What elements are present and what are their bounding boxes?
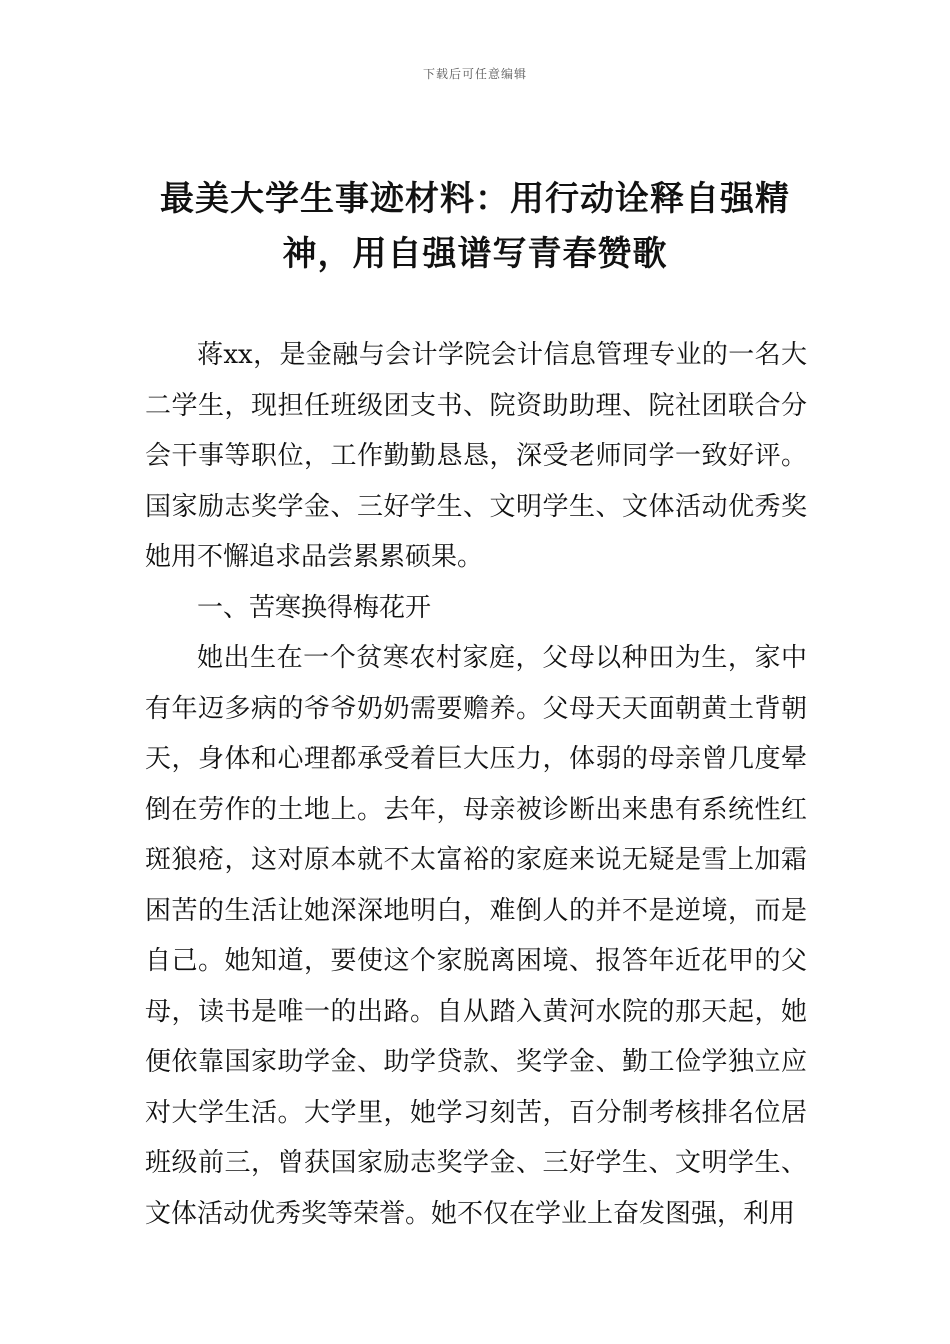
intro-paragraph: 蒋xx，是金融与会计学院会计信息管理专业的一名大二学生，现担任班级团支书、院资助助理、院社团联合分会干事等职位，工作勤勤恳恳，深受老师同学一致好评。国家励志奖学金、三好学生、文明学生、文体活动优秀奖她用不懈追求品尝累累硕果。 — [145, 340, 807, 572]
header-note: 下载后可任意编辑 — [422, 67, 527, 81]
title-line-2: 神，用自强谱写青春赞歌 — [282, 234, 668, 274]
body-paragraph: 她出生在一个贫寒农村家庭，父母以种田为生，家中有年迈多病的爷爷奶奶需要赡养。父母天天面朝黄土背朝天，身体和心理都承受着巨大压力，体弱的母亲曾几度晕倒在劳作的土地上。去年，母亲被诊断出来患有系统性红斑狼疮，这对原本就不太富裕的家庭来说无疑是雪上加霜困苦的生活让她深深地明白，难倒人的并不是逆境，而是自己。她知道，要使这个家脱离困境、报答年近花甲的父母，读书是唯一的出路。自从踏入黄河水院的那天起，她便依靠国家助学金、助学贷款、奖学金、勤工俭学独立应对大学生活。大学里，她学习刻苦，百分制考核排名位居班级前三，曾获国家励志奖学金、三好学生、文明学生、文体活动优秀奖等荣誉。她不仅在学业上奋发图强，利用 — [145, 643, 807, 1229]
section-heading: 一、苦寒换得梅花开 — [197, 592, 432, 623]
title-line-1: 最美大学生事迹材料：用行动诠释自强精 — [160, 179, 790, 219]
document-title — [145, 172, 805, 282]
document-body — [145, 330, 807, 1239]
